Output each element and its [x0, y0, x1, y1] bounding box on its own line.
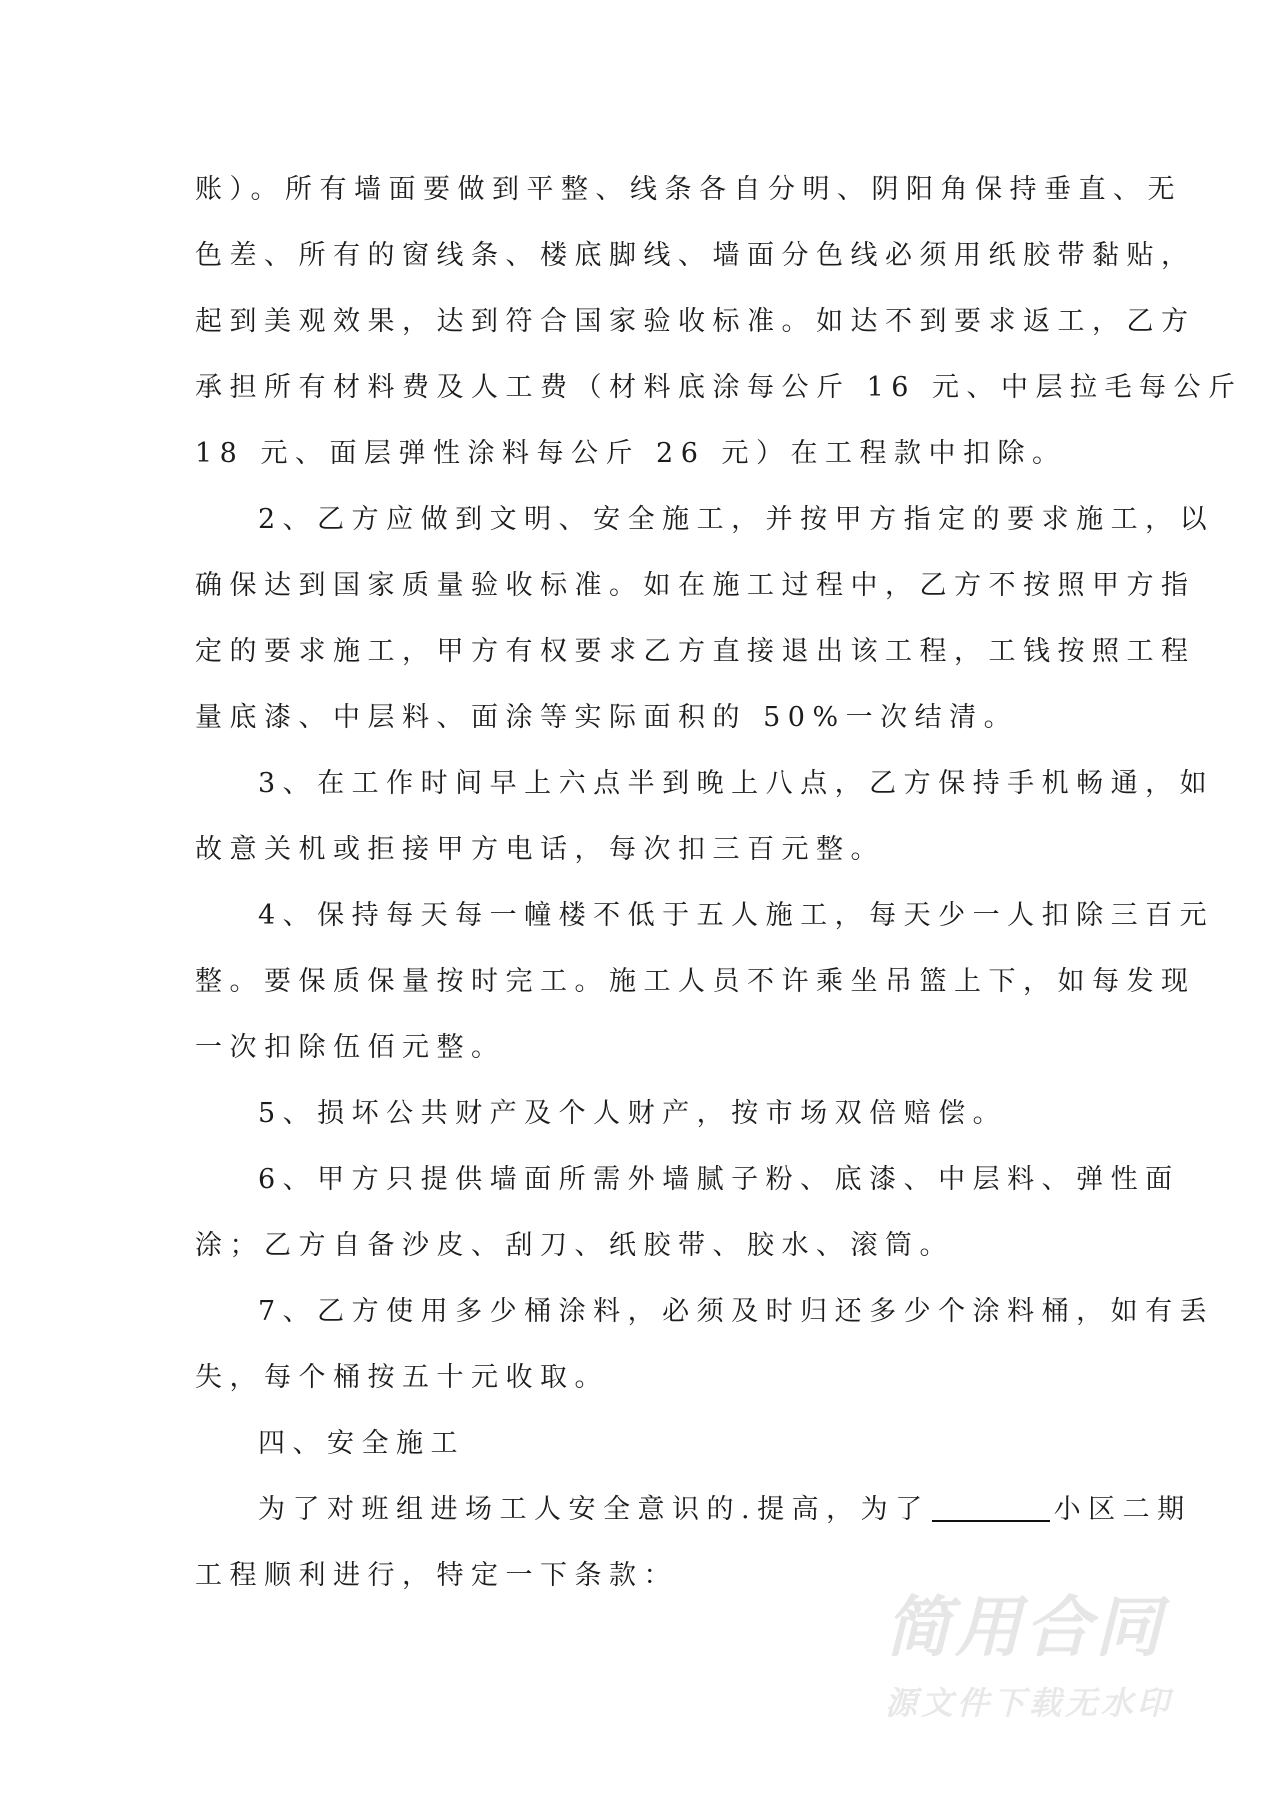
clause-4-line: 4、保持每天每一幢楼不低于五人施工，每天少一人扣除三百元: [258, 900, 1215, 931]
text-line: 起到美观效果，达到符合国家验收标准。如达不到要求返工，乙方: [195, 306, 1196, 337]
clause-7-line: 7、乙方使用多少桶涂料，必须及时归还多少个涂料桶，如有丢: [258, 1296, 1215, 1327]
watermark-brand: 简用合同: [885, 1589, 1165, 1666]
text-line: 整。要保质保量按时完工。施工人员不许乘坐吊篮上下，如每发现: [195, 966, 1196, 997]
text-line: 18 元、面层弹性涂料每公斤 26 元）在工程款中扣除。: [195, 438, 1067, 469]
safety-paragraph-continuation: 工程顺利进行，特定一下条款：: [195, 1560, 678, 1591]
text-line: 确保达到国家质量验收标准。如在施工过程中，乙方不按照甲方指: [195, 570, 1196, 601]
clause-6-line: 6、甲方只提供墙面所需外墙腻子粉、底漆、中层料、弹性面: [258, 1164, 1180, 1195]
text-line: 失，每个桶按五十元收取。: [195, 1362, 609, 1393]
text-line: 账）。所有墙面要做到平整、线条各自分明、阴阳角保持垂直、无: [195, 174, 1182, 205]
safety-paragraph-line: [195, 1477, 1192, 1543]
text-line: 量底漆、中层料、面涂等实际面积的 50%一次结清。: [195, 702, 1019, 733]
document-body: [195, 157, 1243, 1609]
watermark: [885, 1590, 1205, 1728]
safety-text-after-blank: 小区二期: [1053, 1494, 1192, 1525]
community-name-blank[interactable]: [932, 1490, 1050, 1522]
section-heading-safety: 四、安全施工: [258, 1428, 465, 1459]
clause-2-line: 2、乙方应做到文明、安全施工，并按甲方指定的要求施工，以: [258, 504, 1215, 535]
text-line: 涂；乙方自备沙皮、刮刀、纸胶带、胶水、滚筒。: [195, 1230, 954, 1261]
clause-3-line: 3、在工作时间早上六点半到晚上八点，乙方保持手机畅通，如: [258, 768, 1215, 799]
text-line: 一次扣除伍佰元整。: [195, 1032, 506, 1063]
text-line: 故意关机或拒接甲方电话，每次扣三百元整。: [195, 834, 885, 865]
text-line: 承担所有材料费及人工费（材料底涂每公斤 16 元、中层拉毛每公斤: [195, 372, 1243, 403]
clause-5-line: 5、损坏公共财产及个人财产，按市场双倍赔偿。: [258, 1098, 1008, 1129]
watermark-tagline: 源文件下载无水印: [885, 1684, 1174, 1722]
text-line: 色差、所有的窗线条、楼底脚线、墙面分色线必须用纸胶带黏贴，: [195, 240, 1196, 271]
safety-text-before-blank: 为了对班组进场工人安全意识的.提高，为了: [258, 1494, 930, 1525]
text-line: 定的要求施工，甲方有权要求乙方直接退出该工程，工钱按照工程: [195, 636, 1196, 667]
